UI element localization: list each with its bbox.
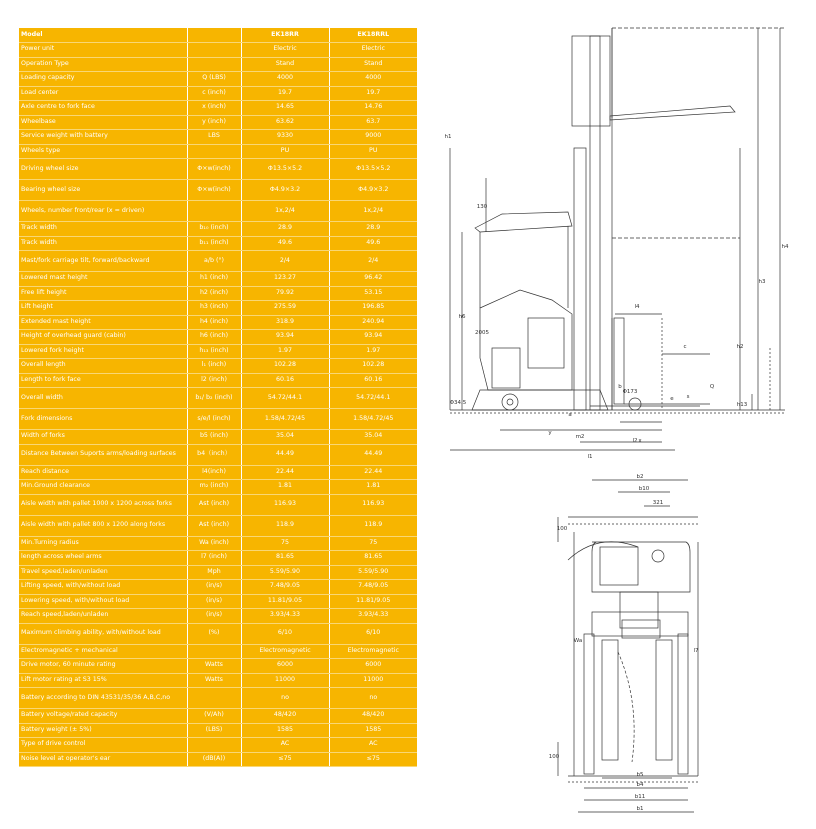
spec-unit: (LBS) bbox=[187, 723, 241, 738]
spec-label: Lifting speed, with/without load bbox=[19, 580, 187, 595]
spec-label: Min.Turning radius bbox=[19, 536, 187, 551]
spec-value-ek18rr: no bbox=[241, 688, 329, 709]
spec-value-ek18rr: 1.81 bbox=[241, 480, 329, 495]
spec-value-ek18rrl: 118.9 bbox=[329, 515, 417, 536]
spec-unit: l2 (inch) bbox=[187, 373, 241, 388]
spec-row bbox=[19, 101, 417, 116]
spec-label: Reach speed,laden/unladen bbox=[19, 609, 187, 624]
spec-value-ek18rrl: 44.49 bbox=[329, 444, 417, 465]
spec-unit: Wa (inch) bbox=[187, 536, 241, 551]
spec-value-ek18rr: 4000 bbox=[241, 72, 329, 87]
spec-label: Battery according to DIN 43531/35/36 A,B,C,no bbox=[19, 688, 187, 709]
spec-value-ek18rr: 2/4 bbox=[241, 251, 329, 272]
spec-label: Mast/fork carriage tilt, forward/backward bbox=[19, 251, 187, 272]
spec-value-ek18rr: Electromagnetic bbox=[241, 644, 329, 659]
spec-row bbox=[19, 515, 417, 536]
dimension-label: Q bbox=[709, 384, 715, 390]
spec-label: Wheels type bbox=[19, 144, 187, 159]
spec-label: Power unit bbox=[19, 43, 187, 58]
spec-row bbox=[19, 644, 417, 659]
spec-unit: h6 (inch) bbox=[187, 330, 241, 345]
spec-label: Height of overhead guard (cabin) bbox=[19, 330, 187, 345]
spec-value-ek18rrl: ≤75 bbox=[329, 752, 417, 767]
spec-value-ek18rr: 11000 bbox=[241, 673, 329, 688]
spec-label: Lift motor rating at S3 15% bbox=[19, 673, 187, 688]
spec-value-ek18rrl: 3.93/4.33 bbox=[329, 609, 417, 624]
spec-unit bbox=[187, 688, 241, 709]
spec-unit: x (inch) bbox=[187, 101, 241, 116]
spec-label: Lowering speed, with/without load bbox=[19, 594, 187, 609]
spec-value-ek18rrl: 96.42 bbox=[329, 272, 417, 287]
spec-unit bbox=[187, 644, 241, 659]
spec-row bbox=[19, 315, 417, 330]
spec-row bbox=[19, 344, 417, 359]
spec-label: Track width bbox=[19, 222, 187, 237]
spec-value-ek18rrl: 93.94 bbox=[329, 330, 417, 345]
spec-unit: b4（inch） bbox=[187, 444, 241, 465]
spec-label: Battery weight (± 5%) bbox=[19, 723, 187, 738]
spec-row bbox=[19, 444, 417, 465]
spec-table bbox=[19, 28, 417, 767]
spec-label: Lowered mast height bbox=[19, 272, 187, 287]
spec-value-ek18rr: 5.59/5.90 bbox=[241, 565, 329, 580]
spec-row bbox=[19, 465, 417, 480]
spec-value-ek18rr: Electric bbox=[241, 43, 329, 58]
spec-label: Aisle width with pallet 800 x 1200 along forks bbox=[19, 515, 187, 536]
spec-value-ek18rrl: 60.16 bbox=[329, 373, 417, 388]
spec-value-ek18rr: Φ4.9×3.2 bbox=[241, 180, 329, 201]
spec-value-ek18rrl: Stand bbox=[329, 57, 417, 72]
spec-unit: Φ×w(inch) bbox=[187, 159, 241, 180]
spec-row bbox=[19, 409, 417, 430]
spec-label: Service weight with battery bbox=[19, 130, 187, 145]
spec-row bbox=[19, 430, 417, 445]
spec-row bbox=[19, 222, 417, 237]
spec-value-ek18rrl: 9000 bbox=[329, 130, 417, 145]
spec-label: Overall length bbox=[19, 359, 187, 374]
spec-value-ek18rrl: 14.76 bbox=[329, 101, 417, 116]
spec-value-ek18rrl: 63.7 bbox=[329, 115, 417, 130]
spec-value-ek18rr: 22.44 bbox=[241, 465, 329, 480]
spec-unit: Mph bbox=[187, 565, 241, 580]
spec-label: Bearing wheel size bbox=[19, 180, 187, 201]
spec-value-ek18rr: 118.9 bbox=[241, 515, 329, 536]
dimension-label: h2 bbox=[736, 344, 744, 350]
spec-value-ek18rr: 60.16 bbox=[241, 373, 329, 388]
spec-value-ek18rr: 7.48/9.05 bbox=[241, 580, 329, 595]
spec-unit: (V/Ah) bbox=[187, 709, 241, 724]
spec-value-ek18rr: 63.62 bbox=[241, 115, 329, 130]
spec-value-ek18rrl: Φ13.5×5.2 bbox=[329, 159, 417, 180]
spec-row bbox=[19, 536, 417, 551]
spec-value-ek18rrl: AC bbox=[329, 738, 417, 753]
spec-value-ek18rrl: 35.04 bbox=[329, 430, 417, 445]
spec-unit: Q (LBS) bbox=[187, 72, 241, 87]
spec-unit: Ast (inch) bbox=[187, 494, 241, 515]
spec-value-ek18rr: 1.97 bbox=[241, 344, 329, 359]
dimension-label: a bbox=[568, 412, 572, 418]
spec-value-ek18rrl: 22.44 bbox=[329, 465, 417, 480]
spec-unit: (%) bbox=[187, 623, 241, 644]
spec-row bbox=[19, 359, 417, 374]
spec-value-ek18rrl: 28.9 bbox=[329, 222, 417, 237]
dimension-label: l7 bbox=[693, 648, 699, 654]
spec-row bbox=[19, 388, 417, 409]
spec-value-ek18rr: 14.65 bbox=[241, 101, 329, 116]
spec-unit: b5 (inch) bbox=[187, 430, 241, 445]
spec-value-ek18rr: 81.65 bbox=[241, 551, 329, 566]
spec-value-ek18rrl: PU bbox=[329, 144, 417, 159]
spec-unit: c (inch) bbox=[187, 86, 241, 101]
spec-row bbox=[19, 301, 417, 316]
spec-row bbox=[19, 201, 417, 222]
spec-unit: (in/s) bbox=[187, 609, 241, 624]
spec-value-ek18rrl: 6/10 bbox=[329, 623, 417, 644]
dimension-label: h13 bbox=[736, 402, 748, 408]
spec-value-ek18rrl: 7.48/9.05 bbox=[329, 580, 417, 595]
spec-value-ek18rrl: 5.59/5.90 bbox=[329, 565, 417, 580]
dimension-label: b1 bbox=[636, 806, 644, 812]
spec-unit: l₁ (inch) bbox=[187, 359, 241, 374]
spec-row bbox=[19, 86, 417, 101]
spec-unit: LBS bbox=[187, 130, 241, 145]
spec-value-ek18rr: 93.94 bbox=[241, 330, 329, 345]
spec-row bbox=[19, 373, 417, 388]
spec-unit bbox=[187, 201, 241, 222]
dimension-label: b11 bbox=[634, 794, 646, 800]
spec-value-ek18rrl: 6000 bbox=[329, 659, 417, 674]
spec-value-ek18rrl: Electromagnetic bbox=[329, 644, 417, 659]
dimension-label: l2 bbox=[632, 438, 638, 444]
spec-value-ek18rrl: 102.28 bbox=[329, 359, 417, 374]
spec-row bbox=[19, 144, 417, 159]
spec-value-ek18rrl: EK18RRL bbox=[329, 28, 417, 43]
spec-label: Battery voltage/rated capacity bbox=[19, 709, 187, 724]
spec-label: Reach distance bbox=[19, 465, 187, 480]
spec-unit: (in/s) bbox=[187, 580, 241, 595]
dimension-label: b2 bbox=[636, 474, 644, 480]
spec-unit: b₁₁ (inch) bbox=[187, 236, 241, 251]
spec-row bbox=[19, 723, 417, 738]
spec-label: Operation Type bbox=[19, 57, 187, 72]
spec-row bbox=[19, 480, 417, 495]
spec-value-ek18rrl: Φ4.9×3.2 bbox=[329, 180, 417, 201]
spec-label: Width of forks bbox=[19, 430, 187, 445]
dimension-label: l4 bbox=[634, 304, 640, 310]
dimension-label: m2 bbox=[575, 434, 585, 440]
spec-row bbox=[19, 236, 417, 251]
spec-value-ek18rrl: no bbox=[329, 688, 417, 709]
spec-row bbox=[19, 57, 417, 72]
spec-label: Axle centre to fork face bbox=[19, 101, 187, 116]
spec-value-ek18rrl: 196.85 bbox=[329, 301, 417, 316]
spec-label: Lowered fork height bbox=[19, 344, 187, 359]
dimension-label: 100 bbox=[556, 526, 568, 532]
spec-row bbox=[19, 272, 417, 287]
spec-value-ek18rr: 275.59 bbox=[241, 301, 329, 316]
spec-value-ek18rr: 116.93 bbox=[241, 494, 329, 515]
spec-unit: (dB(A)) bbox=[187, 752, 241, 767]
spec-value-ek18rr: AC bbox=[241, 738, 329, 753]
spec-value-ek18rr: ≤75 bbox=[241, 752, 329, 767]
spec-row bbox=[19, 609, 417, 624]
spec-unit: h4 (inch) bbox=[187, 315, 241, 330]
spec-value-ek18rr: 11.81/9.05 bbox=[241, 594, 329, 609]
spec-unit: (in/s) bbox=[187, 594, 241, 609]
spec-value-ek18rrl: 1.58/4.72/45 bbox=[329, 409, 417, 430]
spec-value-ek18rrl: 19.7 bbox=[329, 86, 417, 101]
spec-row bbox=[19, 738, 417, 753]
dimension-label: b4 bbox=[636, 782, 644, 788]
spec-unit: s/e/l (inch) bbox=[187, 409, 241, 430]
spec-value-ek18rrl: 1.97 bbox=[329, 344, 417, 359]
dimension-label: b10 bbox=[638, 486, 650, 492]
spec-label: Maximum climbing ability, with/without load bbox=[19, 623, 187, 644]
spec-value-ek18rr: 9330 bbox=[241, 130, 329, 145]
spec-row bbox=[19, 580, 417, 595]
spec-value-ek18rr: 79.92 bbox=[241, 286, 329, 301]
spec-row bbox=[19, 115, 417, 130]
spec-value-ek18rr: 102.28 bbox=[241, 359, 329, 374]
spec-label: Free lift height bbox=[19, 286, 187, 301]
spec-value-ek18rr: PU bbox=[241, 144, 329, 159]
spec-value-ek18rrl: 54.72/44.1 bbox=[329, 388, 417, 409]
spec-unit: Watts bbox=[187, 659, 241, 674]
dimension-label: 100 bbox=[548, 754, 560, 760]
spec-row bbox=[19, 180, 417, 201]
dimension-label: 2005 bbox=[475, 330, 489, 336]
spec-unit: y (inch) bbox=[187, 115, 241, 130]
spec-value-ek18rr: Φ13.5×5.2 bbox=[241, 159, 329, 180]
spec-value-ek18rrl: 75 bbox=[329, 536, 417, 551]
spec-label: Overall width bbox=[19, 388, 187, 409]
dimension-label: h1 bbox=[444, 134, 452, 140]
dimension-label: 130 bbox=[476, 204, 488, 210]
spec-value-ek18rr: 48/420 bbox=[241, 709, 329, 724]
spec-row bbox=[19, 159, 417, 180]
spec-row bbox=[19, 594, 417, 609]
spec-row bbox=[19, 251, 417, 272]
spec-label: Loading capacity bbox=[19, 72, 187, 87]
spec-value-ek18rr: 6/10 bbox=[241, 623, 329, 644]
dimension-label: b bbox=[618, 384, 622, 390]
spec-label: length across wheel arms bbox=[19, 551, 187, 566]
spec-label: Model bbox=[19, 28, 187, 43]
spec-label: Fork dimensions bbox=[19, 409, 187, 430]
spec-unit bbox=[187, 43, 241, 58]
spec-value-ek18rrl: 240.94 bbox=[329, 315, 417, 330]
spec-label: Extended mast height bbox=[19, 315, 187, 330]
spec-row bbox=[19, 43, 417, 58]
spec-label: Load center bbox=[19, 86, 187, 101]
spec-row bbox=[19, 330, 417, 345]
spec-value-ek18rr: 35.04 bbox=[241, 430, 329, 445]
spec-value-ek18rrl: 1585 bbox=[329, 723, 417, 738]
spec-label: Travel speed,laden/unladen bbox=[19, 565, 187, 580]
spec-unit: Ast (inch) bbox=[187, 515, 241, 536]
dimension-label: Φ173 bbox=[622, 389, 638, 395]
spec-value-ek18rr: 75 bbox=[241, 536, 329, 551]
spec-value-ek18rrl: 11000 bbox=[329, 673, 417, 688]
spec-unit: b₁/ b₂ (inch) bbox=[187, 388, 241, 409]
dimension-label: y bbox=[548, 430, 552, 436]
spec-row bbox=[19, 72, 417, 87]
spec-value-ek18rr: 19.7 bbox=[241, 86, 329, 101]
spec-value-ek18rrl: Electric bbox=[329, 43, 417, 58]
spec-label: Electromagnetic + mechanical bbox=[19, 644, 187, 659]
dimension-label: b5 bbox=[636, 772, 644, 778]
spec-row bbox=[19, 688, 417, 709]
spec-unit bbox=[187, 738, 241, 753]
dimension-label: Φ34.5 bbox=[449, 400, 467, 406]
spec-value-ek18rrl: 2/4 bbox=[329, 251, 417, 272]
spec-row bbox=[19, 130, 417, 145]
dimension-label: 321 bbox=[652, 500, 664, 506]
spec-value-ek18rrl: 48/420 bbox=[329, 709, 417, 724]
top-view-drawing bbox=[548, 472, 698, 822]
spec-unit: h2 (inch) bbox=[187, 286, 241, 301]
dimension-label: l1 bbox=[587, 454, 593, 460]
spec-row bbox=[19, 659, 417, 674]
spec-unit bbox=[187, 28, 241, 43]
spec-label: Drive motor, 60 minute rating bbox=[19, 659, 187, 674]
spec-value-ek18rr: 3.93/4.33 bbox=[241, 609, 329, 624]
spec-unit: m₂ (inch) bbox=[187, 480, 241, 495]
spec-value-ek18rr: Stand bbox=[241, 57, 329, 72]
spec-unit: h3 (inch) bbox=[187, 301, 241, 316]
spec-value-ek18rr: 54.72/44.1 bbox=[241, 388, 329, 409]
spec-unit bbox=[187, 144, 241, 159]
spec-row bbox=[19, 565, 417, 580]
spec-unit: Watts bbox=[187, 673, 241, 688]
spec-row bbox=[19, 673, 417, 688]
spec-row bbox=[19, 709, 417, 724]
dimension-label: s bbox=[686, 394, 690, 400]
spec-value-ek18rrl: 116.93 bbox=[329, 494, 417, 515]
spec-value-ek18rrl: 4000 bbox=[329, 72, 417, 87]
spec-unit: h₁₃ (inch) bbox=[187, 344, 241, 359]
spec-value-ek18rr: 123.27 bbox=[241, 272, 329, 287]
spec-value-ek18rr: 6000 bbox=[241, 659, 329, 674]
spec-value-ek18rr: 1.58/4.72/45 bbox=[241, 409, 329, 430]
spec-label: Length to fork face bbox=[19, 373, 187, 388]
dimension-label: x bbox=[638, 438, 642, 444]
spec-row bbox=[19, 286, 417, 301]
spec-value-ek18rr: 28.9 bbox=[241, 222, 329, 237]
spec-label: Min.Ground clearance bbox=[19, 480, 187, 495]
spec-value-ek18rrl: 81.65 bbox=[329, 551, 417, 566]
spec-value-ek18rr: 49.6 bbox=[241, 236, 329, 251]
dimension-label: Wa bbox=[573, 638, 583, 644]
spec-label: Wheels, number front/rear (x = driven) bbox=[19, 201, 187, 222]
dimension-label: h3 bbox=[758, 279, 766, 285]
spec-label: Track width bbox=[19, 236, 187, 251]
side-view-drawing bbox=[440, 18, 790, 458]
spec-unit bbox=[187, 57, 241, 72]
spec-value-ek18rr: 1x,2/4 bbox=[241, 201, 329, 222]
dimension-label: h6 bbox=[458, 314, 466, 320]
spec-value-ek18rr: 1585 bbox=[241, 723, 329, 738]
spec-row bbox=[19, 551, 417, 566]
dimension-label: h4 bbox=[781, 244, 789, 250]
spec-label: Driving wheel size bbox=[19, 159, 187, 180]
spec-row bbox=[19, 623, 417, 644]
spec-unit: a/b (°) bbox=[187, 251, 241, 272]
spec-label: Wheelbase bbox=[19, 115, 187, 130]
spec-value-ek18rrl: 49.6 bbox=[329, 236, 417, 251]
spec-row bbox=[19, 494, 417, 515]
spec-label: Aisle width with pallet 1000 x 1200 across forks bbox=[19, 494, 187, 515]
spec-value-ek18rrl: 1.81 bbox=[329, 480, 417, 495]
spec-unit: h1 (inch) bbox=[187, 272, 241, 287]
spec-value-ek18rrl: 53.15 bbox=[329, 286, 417, 301]
spec-value-ek18rrl: 1x,2/4 bbox=[329, 201, 417, 222]
spec-unit: Φ×w(inch) bbox=[187, 180, 241, 201]
spec-value-ek18rr: EK18RR bbox=[241, 28, 329, 43]
spec-unit: l4(inch) bbox=[187, 465, 241, 480]
spec-header-row bbox=[19, 28, 417, 43]
spec-label: Distance Between Suports arms/loading surfaces bbox=[19, 444, 187, 465]
spec-label: Lift height bbox=[19, 301, 187, 316]
spec-value-ek18rr: 44.49 bbox=[241, 444, 329, 465]
spec-value-ek18rr: 318.9 bbox=[241, 315, 329, 330]
dimension-label: c bbox=[683, 344, 687, 350]
spec-row bbox=[19, 752, 417, 767]
spec-label: Type of drive control bbox=[19, 738, 187, 753]
spec-unit: b₁₀ (inch) bbox=[187, 222, 241, 237]
dimension-label: e bbox=[670, 396, 674, 402]
spec-label: Noise level at operator's ear bbox=[19, 752, 187, 767]
spec-value-ek18rrl: 11.81/9.05 bbox=[329, 594, 417, 609]
spec-unit: l7 (inch) bbox=[187, 551, 241, 566]
